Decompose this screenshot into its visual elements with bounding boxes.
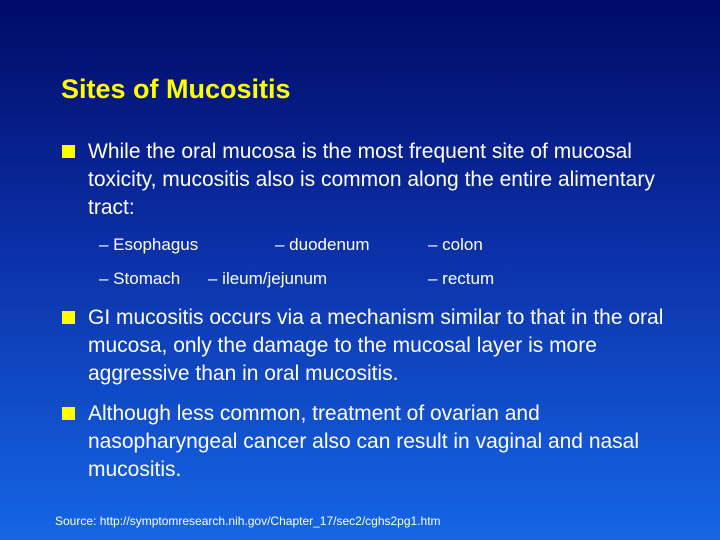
slide-title: Sites of Mucositis [61, 74, 291, 104]
square-bullet-icon [62, 311, 75, 324]
subitem-esophagus: – Esophagus [99, 235, 199, 254]
bullet-3-text: Although less common, treatment of ovarian and nasopharyngeal cancer also can result in vaginal and nasal mucositis. [88, 402, 640, 481]
bullet-2-text: GI mucositis occurs via a mechanism similar to that in the oral mucosa, only the damage to the mucosal layer is more aggressive than in oral mucositis. [88, 306, 664, 385]
subitem-colon: – colon [428, 235, 483, 254]
bullet-3 [88, 400, 688, 484]
square-bullet-icon [62, 407, 75, 420]
subitem-ileum-jejunum: – ileum/jejunum [208, 269, 328, 288]
subitem-rectum: – rectum [428, 269, 495, 288]
subitem-duodenum: – duodenum [275, 235, 370, 254]
source-citation: Source: http://symptomresearch.nih.gov/Chapter_17/sec2/cghs2pg1.htm [55, 514, 441, 528]
subitem-stomach: – Stomach [99, 269, 181, 288]
square-bullet-icon [62, 145, 75, 158]
bullet-1 [88, 138, 688, 222]
bullet-1-text: While the oral mucosa is the most frequent site of mucosal toxicity, mucositis also is common along the entire alimentary tract: [88, 140, 655, 219]
bullet-2 [88, 304, 688, 388]
